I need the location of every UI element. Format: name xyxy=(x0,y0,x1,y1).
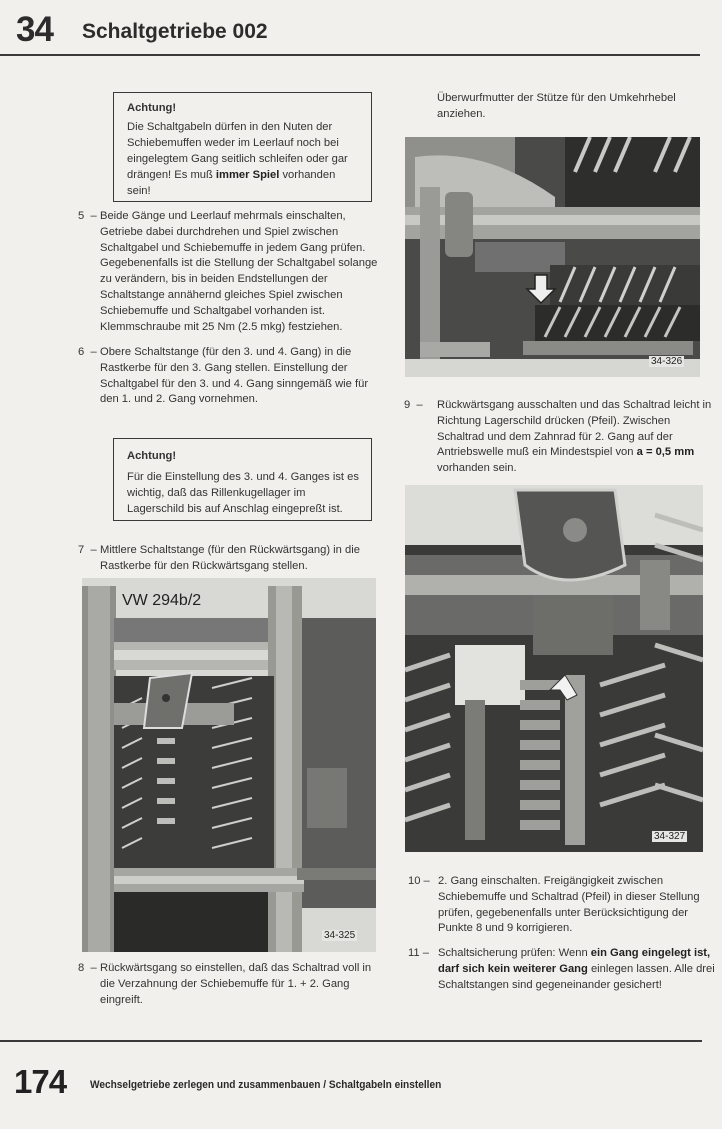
chapter-number: 34 xyxy=(16,10,53,49)
shift-gear-photo xyxy=(405,485,703,852)
step-8 xyxy=(78,961,383,1008)
page-number: 174 xyxy=(14,1063,67,1100)
step-9 xyxy=(404,398,714,477)
warning-text: Für die Einstellung des 3. und 4. Ganges ist es wichtig, daß das Rillenkugellager im Lagerschild bis auf Anschlag eingepreßt ist. xyxy=(127,471,359,515)
step-7-continuation xyxy=(437,91,707,123)
tool-callout-label: VW 294b/2 xyxy=(122,592,202,609)
step-number: 7 – xyxy=(78,544,97,556)
step-number: 8 – xyxy=(78,962,97,974)
step-number: 11 – xyxy=(408,947,429,959)
footer-rule xyxy=(0,1040,702,1042)
step-text: Obere Schaltstange (für den 3. und 4. Gang) in die Rastkerbe für den 3. Gang stellen. Einstellung der Schaltgabel für den 3. und 4. Gang sinngemäß wie für den 1. und 2. Gang vornehmen. xyxy=(100,346,369,406)
figure-label: 34-326 xyxy=(651,356,683,367)
figure-34-327 xyxy=(405,485,703,852)
step-number: 10 – xyxy=(408,875,430,887)
step-text: 2. Gang einschalten. Freigängigkeit zwischen Schiebemuffe und Schaltrad (Pfeil) in dieser Stellung prüfen, gegebenenfalls unter Berücksichtigung der Punkte 8 und 9 korrigieren. xyxy=(438,875,700,935)
step-text: Schaltsicherung prüfen: Wenn ein Gang eingelegt ist, darf sich kein weiterer Gang einlegen lassen. Alle drei Schaltstangen sind gegeneinander gesichert! xyxy=(438,947,715,991)
figure-34-325 xyxy=(82,578,376,952)
step-text: Überwurfmutter der Stütze für den Umkehrhebel anziehen. xyxy=(437,92,676,120)
figure-34-326 xyxy=(405,137,700,377)
figure-label: 34-327 xyxy=(654,831,686,842)
step-10 xyxy=(408,874,718,937)
section-title: Wechselgetriebe zerlegen und zusammenbauen / Schaltgabeln einstellen xyxy=(90,1079,442,1091)
warning-note-2 xyxy=(113,438,372,521)
warning-heading: Achtung! xyxy=(127,102,177,114)
chapter-title: Schaltgetriebe 002 xyxy=(82,20,268,43)
step-text: Rückwärtsgang so einstellen, daß das Schaltrad voll in die Verzahnung der Schiebemuffe für 1. + 2. Gang eingreift. xyxy=(100,962,372,1006)
step-7 xyxy=(78,543,383,575)
warning-text: Die Schaltgabeln dürfen in den Nuten der Schiebemuffen weder im Leerlauf noch bei eingelegtem Gang seitlich schleifen oder gar drängen! Es muß immer Spiel vorhanden sein! xyxy=(127,121,348,197)
warning-note-1 xyxy=(113,92,372,202)
step-text: Rückwärtsgang ausschalten und das Schaltrad leicht in Richtung Lagerschild drücken (Pfeil). Zwischen Schaltrad und dem Zahnrad für 2. Gang auf der Antriebswelle muß ein Mindestspiel von a = 0,5 mm vorhanden sein. xyxy=(437,399,712,475)
gearbox-photo-with-tool xyxy=(82,578,376,952)
figure-label: 34-325 xyxy=(324,930,356,941)
step-number: 6 – xyxy=(78,346,97,358)
warning-heading: Achtung! xyxy=(127,450,177,462)
header-rule xyxy=(0,54,700,56)
step-11 xyxy=(408,946,718,993)
step-5 xyxy=(78,209,383,335)
step-6 xyxy=(78,345,383,408)
step-number: 9 – xyxy=(404,399,423,411)
step-text: Beide Gänge und Leerlauf mehrmals einschalten, Getriebe dabei durchdrehen und Spiel zwischen Schaltgabel und Schiebemuffe in jedem Gang prüfen. Gegebenenfalls ist die Stellung der Schaltgabel solange zu verändern, bis in beiden Endstellungen der Schaltstange annähernd gleiches Spiel zwischen Schiebemuffe und Schaltgabel vorhanden ist. Klemmschraube mit 25 Nm (2.5 mkg) festziehen. xyxy=(100,210,378,333)
step-number: 5 – xyxy=(78,210,97,222)
step-text: Mittlere Schaltstange (für den Rückwärtsgang) in die Rastkerbe für den Rückwärtsgang stellen. xyxy=(100,544,360,572)
gear-clearance-photo xyxy=(405,137,700,377)
